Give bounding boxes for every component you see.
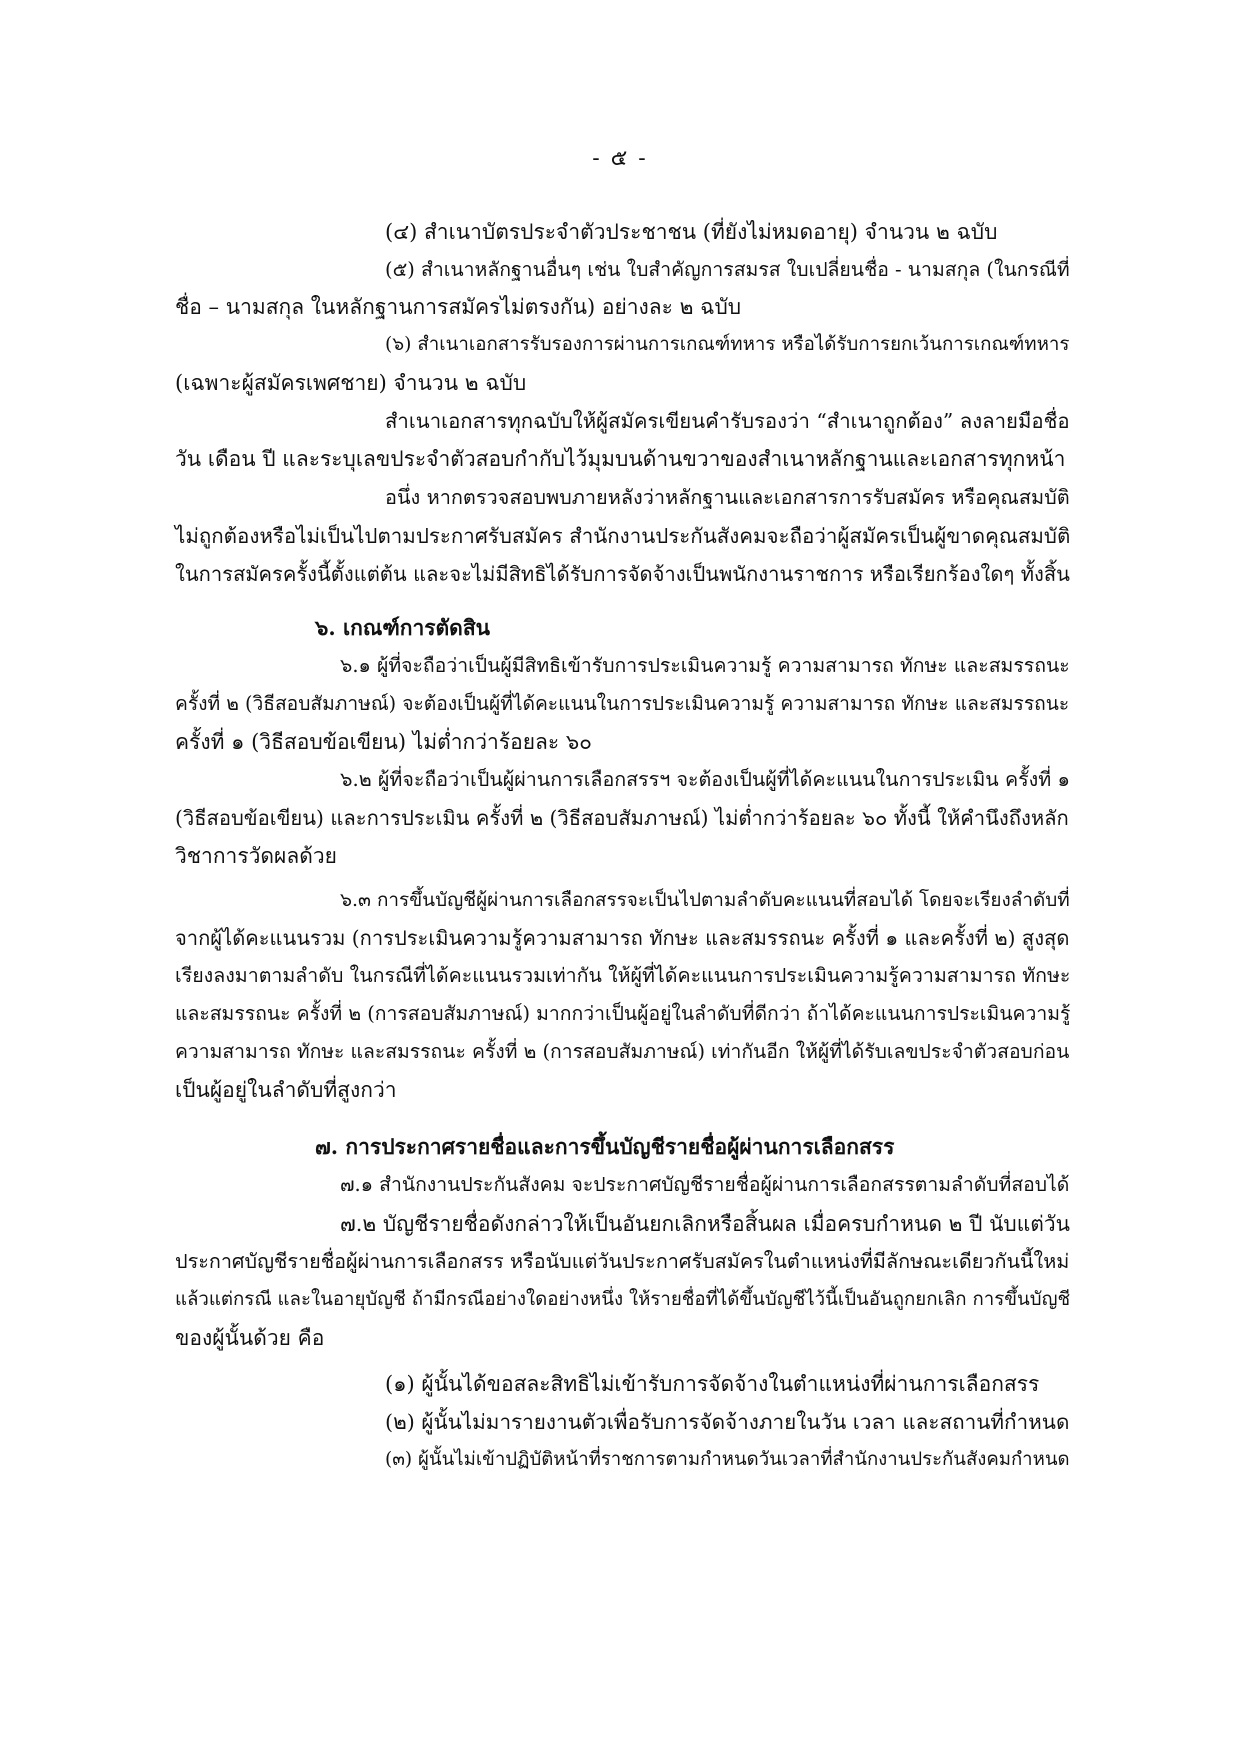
doc-line: เป็นผู้อยู่ในลำดับที่สูงกว่า <box>175 1078 397 1102</box>
doc-line: (๖) สำเนาเอกสารรับรองการผ่านการเกณฑ์ทหาร หรือได้รับการยกเว้นการเกณฑ์ทหาร <box>385 334 1070 355</box>
doc-line: ๗.๒ บัญชีรายชื่อดังกล่าวให้เป็นอันยกเลิกหรือสิ้นผล เมื่อครบกำหนด ๒ ปี นับแต่วัน <box>340 1212 1070 1236</box>
doc-line: ๗.๑ สำนักงานประกันสังคม จะประกาศบัญชีรายชื่อผู้ผ่านการเลือกสรรตามลำดับที่สอบได้ <box>340 1173 1070 1196</box>
doc-line: ๖.๑ ผู้ที่จะถือว่าเป็นผู้มีสิทธิเข้ารับการประเมินความรู้ ความสามารถ ทักษะ และสมรรถนะ <box>340 654 1070 677</box>
doc-line: อนึ่ง หากตรวจสอบพบภายหลังว่าหลักฐานและเอกสารการรับสมัคร หรือคุณสมบัติ <box>385 486 1070 509</box>
doc-line: เรียงลงมาตามลำดับ ในกรณีที่ได้คะแนนรวมเท่ากัน ให้ผู้ที่ได้คะแนนการประเมินความรู้ความสามารถ ทักษะ <box>175 964 1071 987</box>
doc-line: ความสามารถ ทักษะ และสมรรถนะ ครั้งที่ ๒ (การสอบสัมภาษณ์) เท่ากันอีก ให้ผู้ที่ได้รับเลขประจำตัวสอบก่อน <box>175 1040 1070 1063</box>
doc-line: ของผู้นั้นด้วย คือ <box>175 1326 325 1350</box>
doc-line: ชื่อ – นามสกุล ในหลักฐานการสมัครไม่ตรงกัน) อย่างละ ๒ ฉบับ <box>175 295 742 319</box>
doc-line: ๖.๒ ผู้ที่จะถือว่าเป็นผู้ผ่านการเลือกสรรฯ จะต้องเป็นผู้ที่ได้คะแนนในการประเมิน ครั้งที่ ๑ <box>340 768 1070 791</box>
section-heading-7: ๗. การประกาศรายชื่อและการขึ้นบัญชีรายชื่อผู้ผ่านการเลือกสรร <box>315 1134 895 1159</box>
doc-line: (วิธีสอบข้อเขียน) และการประเมิน ครั้งที่ ๒ (วิธีสอบสัมภาษณ์) ไม่ต่ำกว่าร้อยละ ๖๐ ทั้งนี้ ให้คำนึงถึงหลัก <box>175 806 1069 830</box>
doc-line: (๔) สำเนาบัตรประจำตัวประชาชน (ที่ยังไม่หมดอายุ) จำนวน ๒ ฉบับ <box>385 220 998 244</box>
doc-line: สำเนาเอกสารทุกฉบับให้ผู้สมัครเขียนคำรับรองว่า “สำเนาถูกต้อง” ลงลายมือชื่อ <box>385 409 1070 433</box>
section-heading-6: ๖. เกณฑ์การตัดสิน <box>315 615 490 640</box>
doc-line: ครั้งที่ ๑ (วิธีสอบข้อเขียน) ไม่ต่ำกว่าร้อยละ ๖๐ <box>175 730 592 754</box>
doc-line: จากผู้ได้คะแนนรวม (การประเมินความรู้ความสามารถ ทักษะ และสมรรถนะ ครั้งที่ ๑ และครั้งที่ ๒) สูงสุด <box>175 926 1070 950</box>
doc-line: (๑) ผู้นั้นได้ขอสละสิทธิไม่เข้ารับการจัดจ้างในตำแหน่งที่ผ่านการเลือกสรร <box>385 1372 1040 1396</box>
doc-line: ครั้งที่ ๒ (วิธีสอบสัมภาษณ์) จะต้องเป็นผู้ที่ได้คะแนนในการประเมินความรู้ ความสามารถ ทักษะ และสมรรถนะ <box>175 692 1070 715</box>
doc-line: (๕) สำเนาหลักฐานอื่นๆ เช่น ใบสำคัญการสมรส ใบเปลี่ยนชื่อ - นามสกุล (ในกรณีที่ <box>385 258 1070 281</box>
doc-line: วัน เดือน ปี และระบุเลขประจำตัวสอบกำกับไว้มุมบนด้านขวาของสำเนาหลักฐานและเอกสารทุกหน้า <box>175 447 1066 471</box>
doc-line: (๒) ผู้นั้นไม่มารายงานตัวเพื่อรับการจัดจ้างภายในวัน เวลา และสถานที่กำหนด <box>385 1410 1070 1434</box>
doc-line: ประกาศบัญชีรายชื่อผู้ผ่านการเลือกสรร หรือนับแต่วันประกาศรับสมัครในตำแหน่งที่มีลักษณะเดียวกันนี้ใหม่ <box>175 1250 1070 1273</box>
doc-line: ในการสมัครครั้งนี้ตั้งแต่ต้น และจะไม่มีสิทธิได้รับการจัดจ้างเป็นพนักงานราชการ หรือเรียกร้องใดๆ ทั้งสิ้น <box>175 562 1070 586</box>
page-number: - ๕ - <box>592 146 648 171</box>
doc-line: ไม่ถูกต้องหรือไม่เป็นไปตามประกาศรับสมัคร สำนักงานประกันสังคมจะถือว่าผู้สมัครเป็นผู้ขาดคุณสมบัติ <box>175 524 1071 548</box>
doc-line: (เฉพาะผู้สมัครเพศชาย) จำนวน ๒ ฉบับ <box>175 371 527 395</box>
doc-line: แล้วแต่กรณี และในอายุบัญชี ถ้ามีกรณีอย่างใดอย่างหนึ่ง ให้รายชื่อที่ได้ขึ้นบัญชีไว้นี้เป็นอันถูกยกเลิก การขึ้นบัญชี <box>175 1289 1071 1310</box>
doc-line: วิชาการวัดผลด้วย <box>175 844 337 868</box>
doc-line: ๖.๓ การขึ้นบัญชีผู้ผ่านการเลือกสรรจะเป็นไปตามลำดับคะแนนที่สอบได้ โดยจะเรียงลำดับที่ <box>340 889 1070 911</box>
doc-line: (๓) ผู้นั้นไม่เข้าปฏิบัติหน้าที่ราชการตามกำหนดวันเวลาที่สำนักงานประกันสังคมกำหนด <box>385 1449 1070 1470</box>
doc-line: และสมรรถนะ ครั้งที่ ๒ (การสอบสัมภาษณ์) มากกว่าเป็นผู้อยู่ในลำดับที่ดีกว่า ถ้าได้คะแนนการประเมินความรู้ <box>175 1002 1071 1025</box>
